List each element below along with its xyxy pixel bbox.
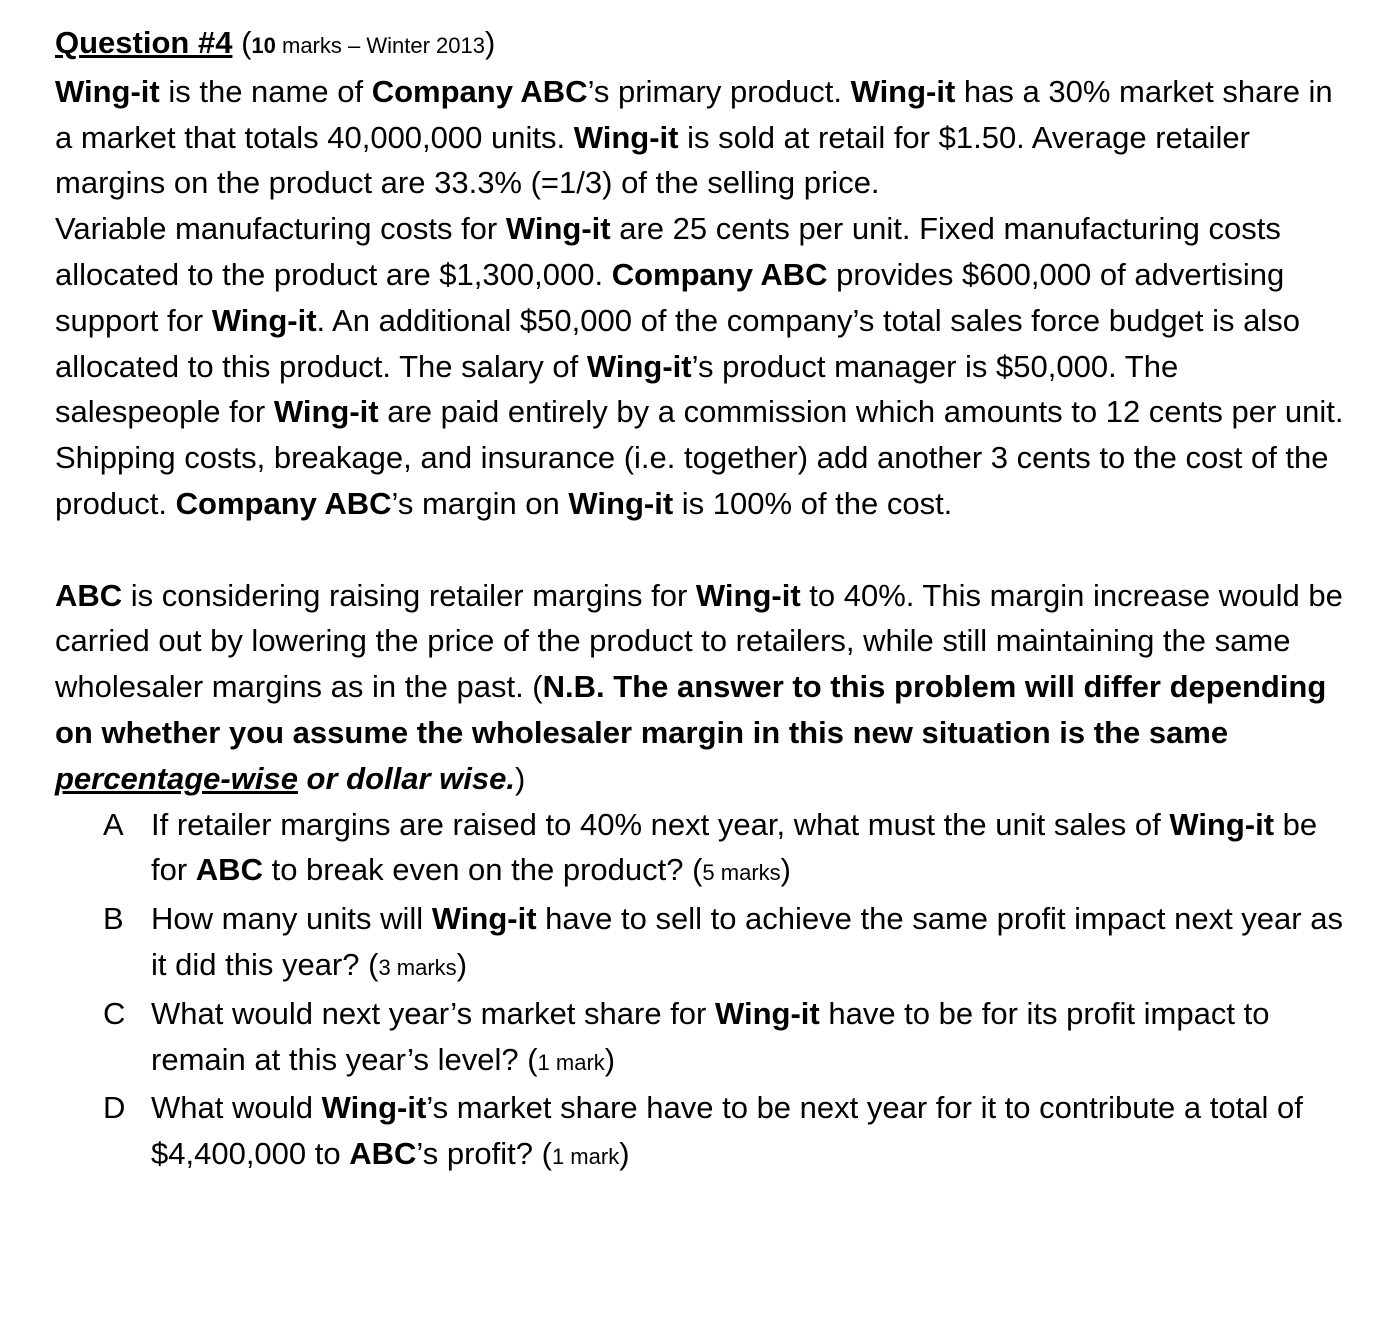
- marks-label: 1 mark: [537, 1049, 605, 1075]
- nb-note: N.B. The answer to this problem will differ depending on whether you assume the wholesaler margin in this new situation is the same percentage-wise or dollar wise.: [55, 669, 1327, 796]
- question-content: [55, 20, 1345, 1180]
- marks-label: 3 marks: [378, 954, 457, 980]
- sub-question-b: B How many units will Wing-it have to sell to achieve the same profit impact next year as it did this year? (3 marks): [55, 896, 1345, 991]
- marks-label: 1 mark: [551, 1144, 620, 1170]
- scenario-paragraph: ABC is considering raising retailer margins for Wing-it to 40%. This margin increase would be carried out by lowering the price of the product to retailers, while still maintaining the same wholesaler margins as in the past. (N.B. The answer to this problem will differ depending on whether you assume the wholesaler margin in this new situation is the same percentage-wise or dollar wise.): [55, 577, 1343, 796]
- sub-question-c: C What would next year’s market share for Wing-it have to be for its profit impact to remain at this year’s level? (1 mark): [55, 991, 1345, 1086]
- list-letter: D: [103, 1090, 126, 1126]
- paragraph-spacer: [55, 527, 1345, 573]
- marks-label: 5 marks: [702, 860, 781, 886]
- marks-info: 10 marks – Winter 2013: [251, 33, 485, 58]
- list-letter: C: [103, 995, 126, 1031]
- sub-question-d: D What would Wing-it’s market share have to be next year for it to contribute a total of $4,400,000 to ABC’s profit? (1 mark): [55, 1085, 1345, 1180]
- sub-questions-list: [55, 802, 1345, 1180]
- intro-paragraph: Wing-it is the name of Company ABC’s primary product. Wing-it has a 30% market share in a market that totals 40,000,000 units. Wing-it is sold at retail for $1.50. Average retailer margins on the product are 33.3% (=1/3) of the selling price.: [55, 73, 1333, 201]
- list-letter: A: [103, 806, 124, 842]
- sub-question-a: A If retailer margins are raised to 40% next year, what must the unit sales of Wing-it be for ABC to break even on the product? (5 marks): [55, 802, 1345, 897]
- list-letter: B: [103, 901, 124, 937]
- question-header: Question #4 (10 marks – Winter 2013): [55, 25, 496, 60]
- question-title: Question #4: [55, 25, 233, 60]
- costs-paragraph: Variable manufacturing costs for Wing-it are 25 cents per unit. Fixed manufacturing costs allocated to the product are $1,300,000. Company ABC provides $600,000 of advertising support for Wing-it. An additional $50,000 of the company’s total sales force budget is also allocated to this product. The salary of Wing-it’s product manager is $50,000. The salespeople for Wing-it are paid entirely by a commission which amounts to 12 cents per unit. Shipping costs, breakage, and insurance (i.e. together) add another 3 cents to the cost of the product. Company ABC’s margin on Wing-it is 100% of the cost.: [55, 211, 1344, 521]
